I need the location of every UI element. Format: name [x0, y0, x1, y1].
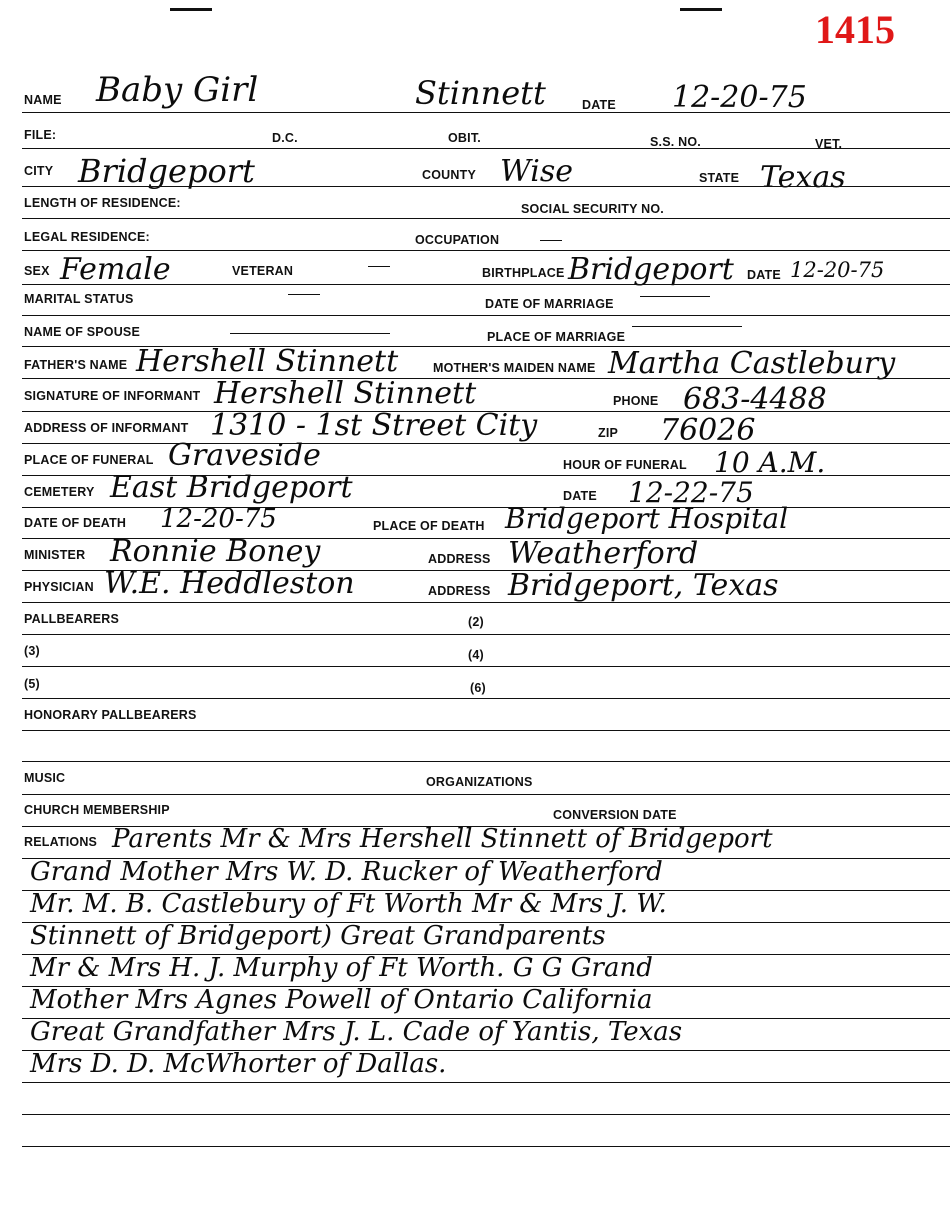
sex-value: Female [60, 252, 171, 287]
file-label: FILE: [24, 128, 57, 142]
pallbearer-4-label: (4) [468, 648, 484, 662]
rule [22, 794, 950, 795]
physician-label: PHYSICIAN [24, 580, 94, 594]
date-value: 12-20-75 [672, 80, 807, 115]
rule [22, 634, 950, 635]
cemetery-date-value: 12-22-75 [628, 476, 754, 509]
rule [22, 250, 950, 251]
obit-label: OBIT. [448, 131, 481, 145]
relations-line: Mother Mrs Agnes Powell of Ontario California [30, 985, 653, 1015]
rule [22, 730, 950, 731]
rule [22, 1146, 950, 1147]
county-value: Wise [500, 154, 574, 189]
minister-label: MINISTER [24, 548, 86, 562]
rule [22, 602, 950, 603]
top-mark-left [170, 8, 212, 11]
legal-residence-label: LEGAL RESIDENCE: [24, 230, 150, 244]
place-of-death-label: PLACE OF DEATH [373, 519, 485, 533]
pallbearer-6-label: (6) [470, 681, 486, 695]
date-of-death-value: 12-20-75 [160, 504, 277, 534]
physician-value: W.E. Heddleston [104, 566, 355, 601]
place-of-funeral-value: Graveside [168, 438, 321, 473]
rule [22, 1082, 950, 1083]
first-name-value: Baby Girl [96, 70, 259, 110]
relations-line: Grand Mother Mrs W. D. Rucker of Weatherford [30, 857, 663, 887]
pallbearer-2-label: (2) [468, 615, 484, 629]
rule [22, 761, 950, 762]
birthplace-value: Bridgeport [568, 252, 734, 287]
rule [22, 112, 950, 113]
rule [22, 148, 950, 149]
mothers-maiden-name-value: Martha Castlebury [608, 346, 896, 381]
rule [22, 315, 950, 316]
county-label: COUNTY [422, 168, 476, 182]
relations-line: Mr & Mrs H. J. Murphy of Ft Worth. G G Grand [30, 953, 653, 983]
marital-dash [288, 294, 320, 295]
pallbearer-5-label: (5) [24, 677, 40, 691]
veteran-dash [368, 266, 390, 267]
social-security-label: SOCIAL SECURITY NO. [521, 202, 664, 216]
occupation-label: OCCUPATION [415, 233, 500, 247]
record-number: 1415 [815, 7, 895, 52]
place-of-marriage-label: PLACE OF MARRIAGE [487, 330, 626, 344]
cemetery-value: East Bridgeport [110, 470, 353, 505]
state-value: Texas [760, 160, 846, 195]
relations-line: Great Grandfather Mrs J. L. Cade of Yantis, Texas [30, 1017, 683, 1047]
spouse-dash [230, 333, 390, 334]
date-of-marriage-label: DATE OF MARRIAGE [485, 297, 614, 311]
relations-line: Parents Mr & Mrs Hershell Stinnett of Bridgeport [112, 824, 773, 854]
occupation-dash [540, 240, 562, 241]
organizations-label: ORGANIZATIONS [426, 775, 533, 789]
rule [22, 186, 950, 187]
birthplace-label: BIRTHPLACE [482, 266, 565, 280]
fathers-name-label: FATHER'S NAME [24, 358, 128, 372]
marital-status-label: MARITAL STATUS [24, 292, 134, 306]
last-name-value: Stinnett [415, 74, 546, 112]
pallbearers-label: PALLBEARERS [24, 612, 120, 626]
rule [22, 698, 950, 699]
birth-date-value: 12-20-75 [790, 258, 885, 282]
ss-no-label: S.S. NO. [650, 135, 701, 149]
music-label: MUSIC [24, 771, 66, 785]
place-marriage-dash [632, 326, 742, 327]
phone-value: 683-4488 [683, 382, 827, 417]
name-label: NAME [24, 93, 62, 107]
address-of-informant-label: ADDRESS OF INFORMANT [24, 421, 189, 435]
relations-line: Mr. M. B. Castlebury of Ft Worth Mr & Mrs J. W. [30, 889, 667, 919]
marriage-dash [640, 296, 710, 297]
birth-date-label: DATE [747, 268, 781, 282]
vet-label: VET. [815, 137, 843, 151]
name-of-spouse-label: NAME OF SPOUSE [24, 325, 141, 339]
dc-label: D.C. [272, 131, 298, 145]
hour-of-funeral-label: HOUR OF FUNERAL [563, 458, 687, 472]
cemetery-label: CEMETERY [24, 485, 95, 499]
rule [22, 443, 950, 444]
date-label: DATE [582, 98, 616, 112]
rule [22, 218, 950, 219]
zip-label: ZIP [598, 426, 619, 440]
state-label: STATE [699, 171, 740, 185]
honorary-pallbearers-label: HONORARY PALLBEARERS [24, 708, 197, 722]
veteran-label: VETERAN [232, 264, 294, 278]
hour-of-funeral-value: 10 A.M. [714, 446, 826, 479]
zip-value: 76026 [660, 413, 756, 448]
church-membership-label: CHURCH MEMBERSHIP [24, 803, 170, 817]
address-of-informant-value: 1310 - 1st Street City [210, 408, 538, 443]
pallbearer-3-label: (3) [24, 644, 40, 658]
minister-value: Ronnie Boney [110, 534, 321, 569]
relations-line: Mrs D. D. McWhorter of Dallas. [30, 1049, 447, 1079]
rule [22, 378, 950, 379]
place-of-death-value: Bridgeport Hospital [505, 502, 789, 535]
rule [22, 1114, 950, 1115]
city-value: Bridgeport [78, 152, 255, 190]
signature-label: SIGNATURE OF INFORMANT [24, 389, 201, 403]
relations-line: Stinnett of Bridgeport) Great Grandparents [30, 921, 606, 951]
mothers-maiden-name-label: MOTHER'S MAIDEN NAME [433, 361, 596, 375]
rule [22, 666, 950, 667]
rule [22, 284, 950, 285]
top-mark-right [680, 8, 722, 11]
cemetery-date-label: DATE [563, 489, 597, 503]
place-of-funeral-label: PLACE OF FUNERAL [24, 453, 154, 467]
city-label: CITY [24, 164, 54, 178]
signature-value: Hershell Stinnett [214, 376, 477, 411]
physician-address-label: ADDRESS [428, 584, 491, 598]
conversion-date-label: CONVERSION DATE [553, 808, 677, 822]
minister-address-value: Weatherford [508, 536, 699, 571]
fathers-name-value: Hershell Stinnett [136, 344, 399, 379]
minister-address-label: ADDRESS [428, 552, 491, 566]
phone-label: PHONE [613, 394, 659, 408]
physician-address-value: Bridgeport, Texas [508, 568, 779, 603]
length-of-residence-label: LENGTH OF RESIDENCE: [24, 196, 181, 210]
date-of-death-label: DATE OF DEATH [24, 516, 127, 530]
relations-label: RELATIONS [24, 835, 98, 849]
sex-label: SEX [24, 264, 50, 278]
